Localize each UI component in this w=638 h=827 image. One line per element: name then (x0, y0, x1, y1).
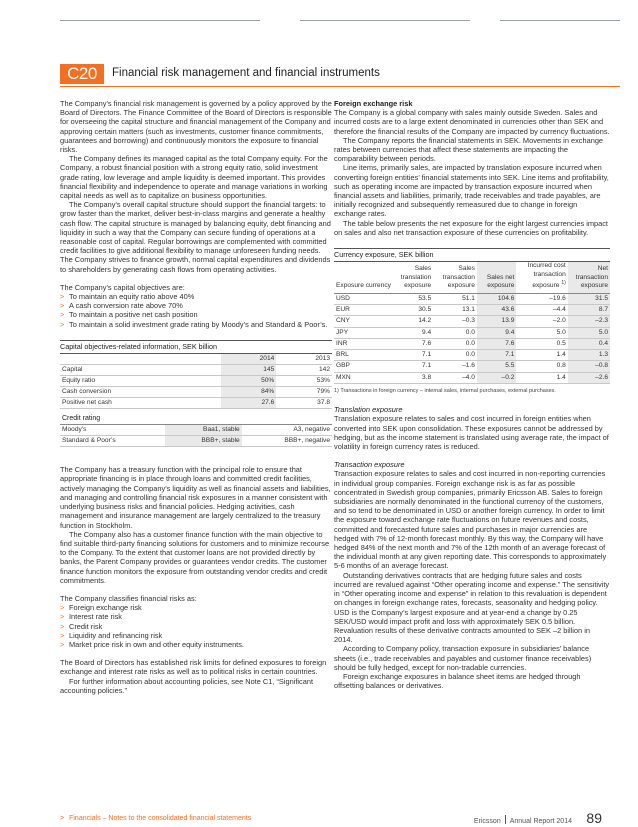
table-row: Positive net cash 27.6 37.8 (60, 398, 332, 409)
paragraph: The Company has a treasury function with the principal role to ensure that appropriate financing is in place through loans and committed credit facilities, actively managing the Company’s liquidity as well as financial assets and liabilities, and managing and controlling financial risk exposures in a manner consistent with underlying business risks and financial policies. Hedging activities, cash management and insurance management are largely centralized to the treasury function in Stockholm. (60, 465, 331, 530)
col-header-2013: 2013 (276, 354, 332, 365)
section-heading: Foreign exchange risk (334, 99, 413, 108)
capital-table (60, 354, 332, 409)
chevron-right-icon: > (60, 310, 65, 320)
paragraph: Line items, primarily sales, are impacted by translation exposure incurred when converting foreign entities’ financial statements into SEK. Line items and profitability, such as operating income are impacted by transaction exposure incurred when financial assets and liabilities, primarily, trade receivables and trade payables, are initially recognized and subsequently remeasured due to change in foreign exchange rates. (334, 163, 609, 219)
list-item: > Interest rate risk (60, 612, 122, 622)
note-header (60, 64, 620, 86)
section-heading: Translation exposure (334, 405, 403, 415)
footer-report (474, 815, 572, 825)
note-title: Financial risk management and financial instruments (112, 67, 380, 79)
chevron-right-icon: > (60, 815, 65, 822)
objectives-intro: The Company’s capital objectives are: (60, 282, 185, 292)
paragraph: The Company reports the financial statements in SEK. Movements in exchange rates between currencies that affect these statements are impacting the comparability between periods. (334, 135, 604, 164)
chevron-right-icon: > (60, 301, 65, 311)
paragraph: Foreign exchange exposures in balance sheet items are hedged through offsetting balances or derivatives. (334, 671, 581, 691)
table-row: USD 53.5 51.1 104.6 –19.6 31.5 (334, 293, 610, 304)
credit-rating-label: Credit rating (60, 409, 332, 425)
table-row: Moody’s Baa1, stable A3, negative (60, 425, 332, 436)
paragraph: The table below presents the net exposure for the eight largest currencies impact on sales and also net transaction exposure of these currencies on profitability. (334, 218, 608, 237)
section-heading: Transaction exposure (334, 460, 405, 470)
col-header: Exposure currency (334, 262, 393, 293)
left-column (60, 99, 332, 695)
page-number: 89 (586, 810, 602, 826)
note-badge: C20 (60, 64, 104, 84)
table-row: GBP 7.1 –1.6 5.5 0.8 –0.8 (334, 361, 610, 372)
paragraph: The Board of Directors has established risk limits for defined exposures to foreign exchange and interest rate risks as well as to political risks in certain countries. (60, 658, 327, 677)
table-row: EUR 30.5 13.1 43.6 –4.4 8.7 (334, 304, 610, 315)
page-footer (60, 810, 620, 826)
chevron-right-icon: > (60, 630, 65, 640)
list-item: > To maintain a solid investment grade rating by Moody’s and Standard & Poor’s. (60, 319, 328, 329)
list-item: > Liquidity and refinancing risk (60, 630, 163, 640)
chevron-right-icon: > (60, 612, 65, 622)
paragraph: According to Company policy, transaction exposure in subsidiaries’ balance sheets (i.e., trade receivables and payables and customer finance receivables) should be fully hedged, except for non-tradable currencies. (334, 644, 592, 672)
col-header-2014: 2014 (221, 354, 277, 365)
capital-table-title: Capital objectives-related information, SEK billion (60, 340, 332, 354)
top-rule-left (60, 20, 260, 21)
footer-divider (505, 815, 506, 824)
list-item: > To maintain a positive net cash position (60, 310, 198, 320)
chevron-right-icon: > (60, 292, 65, 302)
paragraph: Translation exposure relates to sales and cost incurred in foreign entities when converted into SEK upon consolidation. These exposures cannot be addressed by hedging, but as the income statement is translated using average rate, the impact of volatility in foreign currency rates is reduced. (334, 414, 609, 452)
col-header: Sales transaction exposure (433, 262, 477, 293)
table-row: INR 7.6 0.0 7.6 0.5 0.4 (334, 338, 610, 349)
col-header: Sales translation exposure (393, 262, 433, 293)
table-row: CNY 14.2 –0.3 13.9 –2.0 –2.3 (334, 316, 610, 327)
paragraph: For further information about accounting policies, see Note C1, “Significant accounting policies.” (60, 676, 314, 695)
objectives-list (60, 292, 332, 329)
currency-exposure-table (334, 262, 610, 384)
footer-company: Ericsson (473, 818, 501, 825)
col-header: Net transaction exposure (568, 262, 610, 293)
chevron-right-icon: > (60, 603, 65, 613)
paragraph: Transaction exposure relates to sales and cost incurred in non-reporting currencies in individual group companies. Foreign exchange risk is as far as possible concentrated in Swedish group companies, primarily Ericsson AB. Sales to foreign subsidiaries are normally denominated in the functional currency of the customers, and so tend to be denominated in USD or another foreign currency. In order to limit the exposure toward exchange rate fluctuations on future revenues and costs, committed and forecasted future sales and purchases in major currencies are hedged with 7% of 12-month forecast monthly. By this way, the Company will have hedged 84% of the next month and 7% of the 12th month of an average forecast of the individual month at any given reporting date. This corresponds to approximately 5-6 months of an average forecast. (334, 469, 607, 571)
paragraph: The Company also has a customer finance function with the main objective to find suitable third-party financing solutions for customers and to minimize recourse to the Company. To the extent that customer loans are not provided directly by banks, the Parent Company provides or guarantees vendor credits. The customer finance function monitors the exposure from outstanding vendor credits and credit commitments. (60, 529, 330, 585)
right-column (334, 99, 610, 690)
col-header: Sales net exposure (477, 262, 516, 293)
table-row: MXN 3.8 –4.0 –0.2 1.4 –2.6 (334, 372, 610, 383)
col-header: Incurred cost transaction exposure $^{1)}$ (516, 262, 567, 293)
list-item: > Credit risk (60, 621, 103, 631)
paragraph: Outstanding derivatives contracts that are hedging future sales and costs incurred are revalued against “Other operating income and expense.” The sensitivity in “Other operating income and expense” in relation to this revaluation is dependent on changes in foreign exchange rates, forecasts, seasonality and hedging policy. USD is the Company’s largest exposure and at year-end a change by 0.25 SEK/USD would impact profit and loss with approximately SEK 0.5 billion. Revaluation results of these derivative contracts amounted to SEK –2 billion in 2014. (334, 570, 610, 645)
credit-rating-table (60, 425, 332, 447)
table-row: Standard & Poor’s BBB+, stable BBB+, negative (60, 436, 332, 447)
list-item: > To maintain an equity ratio above 40% (60, 292, 195, 302)
chevron-right-icon: > (60, 319, 65, 329)
table-row: Capital 145 142 (60, 365, 332, 376)
footer-section-link[interactable]: Financials – Notes to the consolidated financial statements (69, 815, 252, 822)
footer-breadcrumb[interactable] (60, 815, 251, 822)
risks-intro: The Company classifies financial risks as: (60, 593, 197, 603)
table-row: BRL 7.1 0.0 7.1 1.4 1.3 (334, 350, 610, 361)
chevron-right-icon: > (60, 639, 65, 649)
table-row: Equity ratio 50% 53% (60, 376, 332, 387)
top-rule-mid (300, 20, 470, 21)
paragraph: The Company defines its managed capital as the total Company equity. For the Company, a robust financial position with a strong equity ratio, solid investment grade rating, low leverage and ample liquidity is deemed important. This provides financial flexibility and independence to operate and manage variations in working capital needs as well as to capitalize on business opportunities. (60, 154, 328, 201)
list-item: > Market price risk in own and other equity instruments. (60, 639, 244, 649)
chevron-right-icon: > (60, 621, 65, 631)
paragraph: The Company is a global company with sales mainly outside Sweden. Sales and incurred costs are to a large extent denominated in currencies other than SEK and therefore the financial results of the Company are impacted by currency fluctuations. (334, 108, 610, 136)
table-row: Cash conversion 84% 79% (60, 387, 332, 398)
currency-table-title: Currency exposure, SEK billion (334, 248, 610, 262)
paragraph: The Company’s overall capital structure should support the financial targets: to grow faster than the market, deliver best-in-class margins and generate a healthy cash flow. The capital structure is managed by balancing equity, debt financing and liquidity in such a way that the Company can secure funding of operations at a reasonable cost of capital. Regular borrowings are complemented with committed credit facilities to give additional flexibility to manage unforeseen funding needs. The Company strives to finance growth, normal capital expenditures and dividends to shareholders by generating cash flows from operating activities. (60, 200, 331, 274)
risks-list (60, 603, 332, 649)
footer-report-title: Annual Report 2014 (509, 818, 572, 825)
list-item: > Foreign exchange risk (60, 603, 142, 613)
list-item: > A cash conversion rate above 70% (60, 301, 183, 311)
top-rule-right (500, 20, 620, 21)
table-row: JPY 9.4 0.0 9.4 5.0 5.0 (334, 327, 610, 338)
paragraph: The Company’s financial risk management is governed by a policy approved by the Board of Directors. The Finance Committee of the Board of Directors is responsible for overseeing the capital structure and financial management of the Company and approving certain matters (such as investments, customer finance commitments, guarantees and borrowing) and continuously monitors the exposure to financial risks. (60, 99, 332, 155)
table-footnote: 1) Transactions in foreign currency – internal sales, internal purchases, external purchases. (334, 388, 556, 395)
header-rule (60, 86, 620, 87)
